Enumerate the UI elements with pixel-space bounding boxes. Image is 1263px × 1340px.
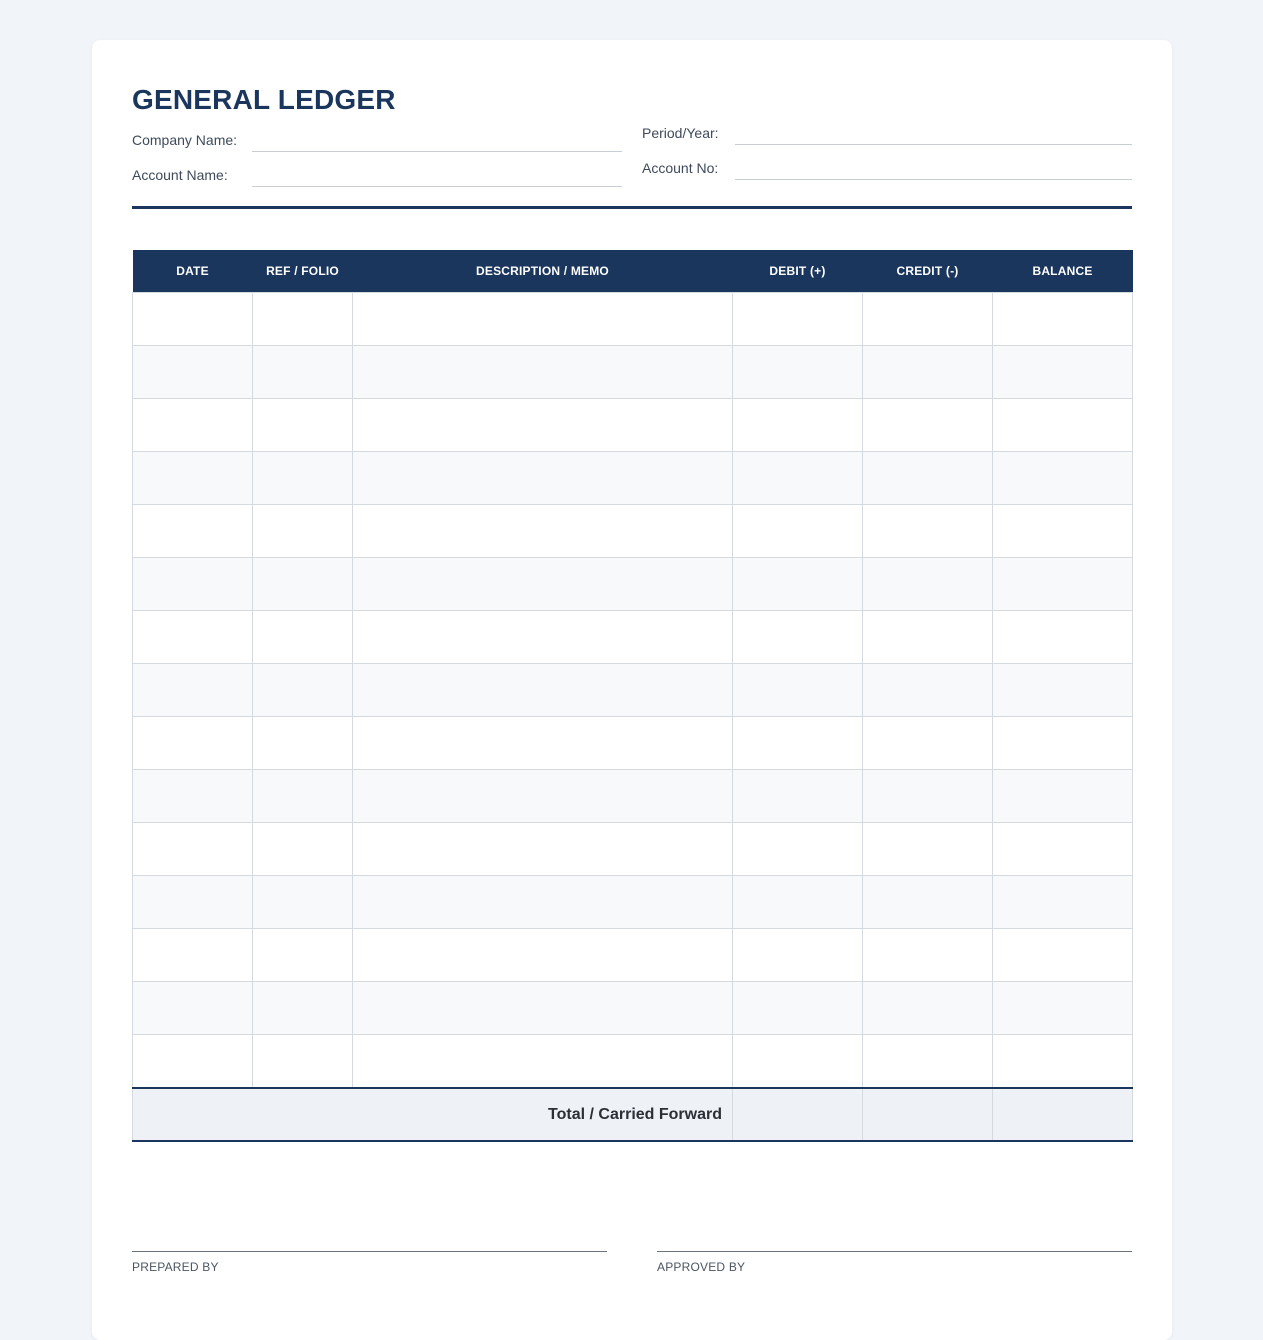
total-row [133, 1088, 1133, 1141]
debit-cell[interactable] [733, 717, 863, 770]
column-header-balance: BALANCE [993, 250, 1133, 293]
period-year-field[interactable] [735, 144, 1132, 145]
date-cell[interactable] [133, 611, 253, 664]
prepared-by-label: PREPARED BY [132, 1260, 219, 1274]
balance-cell[interactable] [993, 1035, 1133, 1089]
description-cell[interactable] [353, 505, 733, 558]
ref-folio-cell[interactable] [253, 823, 353, 876]
debit-cell[interactable] [733, 876, 863, 929]
credit-cell[interactable] [863, 611, 993, 664]
ledger-row [133, 293, 1133, 346]
period-year-label: Period/Year: [642, 125, 719, 141]
debit-cell[interactable] [733, 611, 863, 664]
ref-folio-cell[interactable] [253, 505, 353, 558]
total-credit-cell[interactable] [863, 1088, 993, 1141]
account-name-label: Account Name: [132, 167, 228, 183]
ledger-row [133, 505, 1133, 558]
ledger-row [133, 876, 1133, 929]
company-name-field[interactable] [252, 151, 622, 152]
credit-cell[interactable] [863, 717, 993, 770]
ref-folio-cell[interactable] [253, 929, 353, 982]
credit-cell[interactable] [863, 293, 993, 346]
ledger-row [133, 717, 1133, 770]
debit-cell[interactable] [733, 558, 863, 611]
ledger-row [133, 558, 1133, 611]
account-no-field[interactable] [735, 179, 1132, 180]
balance-cell[interactable] [993, 929, 1133, 982]
date-cell[interactable] [133, 717, 253, 770]
credit-cell[interactable] [863, 505, 993, 558]
credit-cell[interactable] [863, 1035, 993, 1089]
balance-cell[interactable] [993, 717, 1133, 770]
ledger-row [133, 1035, 1133, 1089]
ref-folio-cell[interactable] [253, 399, 353, 452]
date-cell[interactable] [133, 982, 253, 1035]
total-carried-forward-label: Total / Carried Forward [133, 1088, 733, 1141]
ref-folio-cell[interactable] [253, 876, 353, 929]
date-cell[interactable] [133, 505, 253, 558]
balance-cell[interactable] [993, 399, 1133, 452]
ledger-header-row [133, 250, 1133, 293]
column-header-credit: CREDIT (-) [863, 250, 993, 293]
description-cell[interactable] [353, 1035, 733, 1089]
ledger-row [133, 664, 1133, 717]
description-cell[interactable] [353, 770, 733, 823]
column-header-description-memo: DESCRIPTION / MEMO [353, 250, 733, 293]
date-cell[interactable] [133, 664, 253, 717]
debit-cell[interactable] [733, 770, 863, 823]
description-cell[interactable] [353, 399, 733, 452]
ref-folio-cell[interactable] [253, 664, 353, 717]
account-no-label: Account No: [642, 160, 719, 176]
description-cell[interactable] [353, 982, 733, 1035]
debit-cell[interactable] [733, 293, 863, 346]
column-header-debit: DEBIT (+) [733, 250, 863, 293]
balance-cell[interactable] [993, 611, 1133, 664]
ledger-row [133, 929, 1133, 982]
credit-cell[interactable] [863, 876, 993, 929]
ledger-row [133, 823, 1133, 876]
description-cell[interactable] [353, 611, 733, 664]
date-cell[interactable] [133, 876, 253, 929]
ledger-row [133, 399, 1133, 452]
description-cell[interactable] [353, 664, 733, 717]
ledger-row [133, 611, 1133, 664]
balance-cell[interactable] [993, 346, 1133, 399]
ledger-row [133, 346, 1133, 399]
balance-cell[interactable] [993, 505, 1133, 558]
debit-cell[interactable] [733, 982, 863, 1035]
date-cell[interactable] [133, 770, 253, 823]
date-cell[interactable] [133, 346, 253, 399]
credit-cell[interactable] [863, 399, 993, 452]
debit-cell[interactable] [733, 823, 863, 876]
ref-folio-cell[interactable] [253, 982, 353, 1035]
approved-by-label: APPROVED BY [657, 1260, 746, 1274]
debit-cell[interactable] [733, 452, 863, 505]
credit-cell[interactable] [863, 982, 993, 1035]
date-cell[interactable] [133, 1035, 253, 1089]
date-cell[interactable] [133, 399, 253, 452]
approved-by-signature-line[interactable] [657, 1251, 1132, 1252]
credit-cell[interactable] [863, 770, 993, 823]
description-cell[interactable] [353, 876, 733, 929]
description-cell[interactable] [353, 717, 733, 770]
ledger-row [133, 452, 1133, 505]
balance-cell[interactable] [993, 876, 1133, 929]
debit-cell[interactable] [733, 399, 863, 452]
description-cell[interactable] [353, 293, 733, 346]
balance-cell[interactable] [993, 823, 1133, 876]
ledger-sheet [92, 40, 1172, 1340]
date-cell[interactable] [133, 452, 253, 505]
balance-cell[interactable] [993, 982, 1133, 1035]
ledger-row [133, 770, 1133, 823]
debit-cell[interactable] [733, 346, 863, 399]
date-cell[interactable] [133, 929, 253, 982]
company-name-label: Company Name: [132, 132, 238, 148]
prepared-by-signature-line[interactable] [132, 1251, 607, 1252]
ledger-body [133, 293, 1133, 1089]
balance-cell[interactable] [993, 664, 1133, 717]
header-divider [132, 206, 1132, 209]
debit-cell[interactable] [733, 929, 863, 982]
total-balance-cell[interactable] [993, 1088, 1133, 1141]
credit-cell[interactable] [863, 346, 993, 399]
ref-folio-cell[interactable] [253, 558, 353, 611]
ref-folio-cell[interactable] [253, 346, 353, 399]
balance-cell[interactable] [993, 293, 1133, 346]
description-cell[interactable] [353, 346, 733, 399]
page-title: GENERAL LEDGER [132, 84, 396, 115]
column-header-ref-folio: REF / FOLIO [253, 250, 353, 293]
date-cell[interactable] [133, 823, 253, 876]
description-cell[interactable] [353, 558, 733, 611]
balance-cell[interactable] [993, 452, 1133, 505]
ref-folio-cell[interactable] [253, 717, 353, 770]
description-cell[interactable] [353, 823, 733, 876]
column-header-date: DATE [133, 250, 253, 293]
debit-cell[interactable] [733, 664, 863, 717]
description-cell[interactable] [353, 452, 733, 505]
date-cell[interactable] [133, 558, 253, 611]
credit-cell[interactable] [863, 452, 993, 505]
balance-cell[interactable] [993, 558, 1133, 611]
date-cell[interactable] [133, 293, 253, 346]
debit-cell[interactable] [733, 1035, 863, 1089]
ledger-row [133, 982, 1133, 1035]
credit-cell[interactable] [863, 558, 993, 611]
ref-folio-cell[interactable] [253, 770, 353, 823]
ledger-table [132, 250, 1133, 1142]
ref-folio-cell[interactable] [253, 611, 353, 664]
ref-folio-cell[interactable] [253, 293, 353, 346]
description-cell[interactable] [353, 929, 733, 982]
ref-folio-cell[interactable] [253, 452, 353, 505]
credit-cell[interactable] [863, 929, 993, 982]
total-debit-cell[interactable] [733, 1088, 863, 1141]
credit-cell[interactable] [863, 823, 993, 876]
ref-folio-cell[interactable] [253, 1035, 353, 1089]
account-name-field[interactable] [252, 186, 622, 187]
debit-cell[interactable] [733, 505, 863, 558]
balance-cell[interactable] [993, 770, 1133, 823]
credit-cell[interactable] [863, 664, 993, 717]
